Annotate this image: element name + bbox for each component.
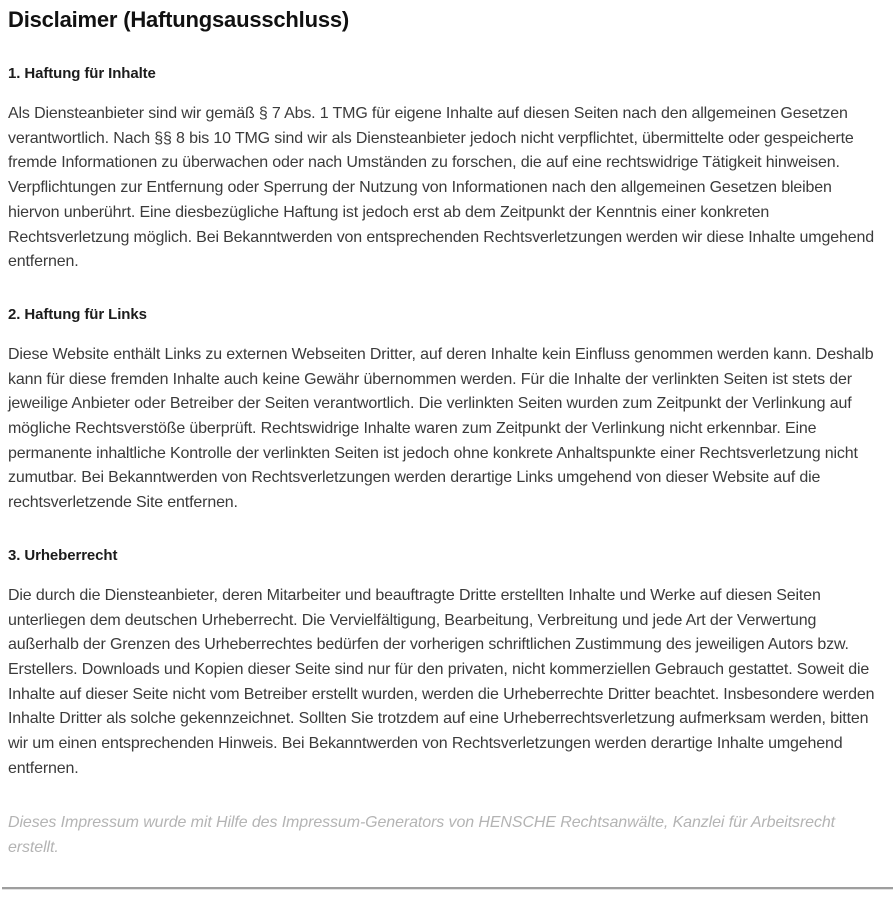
section-body-haftung-links: Diese Website enthält Links zu externen Webseiten Dritter, auf deren Inhalte kein Einfluss genommen werden kann. Deshalb kann für diese fremden Inhalte auch keine Gewähr übernommen werden. Für die Inhalte der verlinkten Seiten ist stets der jeweilige Anbieter oder Betreiber der Seiten verantwortlich. Die verlinkten Seiten wurden zum Zeitpunkt der Verlinkung auf mögliche Rechtsverstöße überprüft. Rechtswidrige Inhalte waren zum Zeitpunkt der Verlinkung nicht erkennbar. Eine permanente inhaltliche Kontrolle der verlinkten Seiten ist jedoch ohne konkrete Anhaltspunkte einer Rechtsverletzung nicht zumutbar. Bei Bekanntwerden von Rechtsverletzungen werden derartige Links umgehend von dieser Website auf die rechtsverletzende Site entfernen.	[8, 345, 874, 512]
page-title: Disclaimer (Haftungsausschluss)	[8, 7, 350, 32]
section-heading-haftung-links: 2. Haftung für Links	[8, 305, 147, 323]
section-heading-urheberrecht: 3. Urheberrecht	[8, 546, 118, 564]
section-heading-haftung-inhalte: 1. Haftung für Inhalte	[8, 65, 156, 82]
section-haftung-fuer-links	[8, 305, 887, 516]
impressum-generator-note: Dieses Impressum wurde mit Hilfe des Impressum-Generators von HENSCHE Rechtsanwälte, Kanzlei für Arbeitsrecht erstellt.	[8, 814, 836, 857]
section-body-urheberrecht: Die durch die Diensteanbieter, deren Mitarbeiter und beauftragte Dritte erstellten Inhalte und Werke auf diesen Seiten unterliegen dem deutschen Urheberrecht. Die Vervielfältigung, Bearbeitung, Verbreitung und jede Art der Verwertung außerhalb der Grenzen des Urheberrechtes bedürfen der vorherigen schriftlichen Zustimmung des jeweiligen Autors bzw. Erstellers. Downloads und Kopien dieser Seite sind nur für den privaten, nicht kommerziellen Gebrauch gestattet. Soweit die Inhalte auf dieser Seite nicht vom Betreiber erstellt wurden, werden die Urheberrechte Dritter beachtet. Insbesondere werden Inhalte Dritter als solche gekennzeichnet. Sollten Sie trotzdem auf eine Urheberrechtsverletzung aufmerksam werden, bitten wir um einen entsprechenden Hinweis. Bei Bekanntwerden von Rechtsverletzungen werden derartige Inhalte umgehend entfernen.	[8, 586, 875, 777]
section-haftung-fuer-inhalte	[8, 64, 887, 275]
bottom-divider	[2, 887, 893, 890]
section-body-haftung-inhalte: Als Diensteanbieter sind wir gemäß § 7 Abs. 1 TMG für eigene Inhalte auf diesen Seiten nach den allgemeinen Gesetzen verantwortlich. Nach §§ 8 bis 10 TMG sind wir als Diensteanbieter jedoch nicht verpflichtet, übermittelte oder gespeicherte fremde Informationen zu überwachen oder nach Umständen zu forschen, die auf eine rechtswidrige Tätigkeit hinweisen. Verpflichtungen zur Entfernung oder Sperrung der Nutzung von Informationen nach den allgemeinen Gesetzen bleiben hiervon unberührt. Eine diesbezügliche Haftung ist jedoch erst ab dem Zeitpunkt der Kenntnis einer konkreten Rechtsverletzung möglich. Bei Bekanntwerden von entsprechenden Rechtsverletzungen werden wir diese Inhalte umgehend entfernen.	[8, 105, 874, 271]
section-urheberrecht	[8, 546, 887, 782]
